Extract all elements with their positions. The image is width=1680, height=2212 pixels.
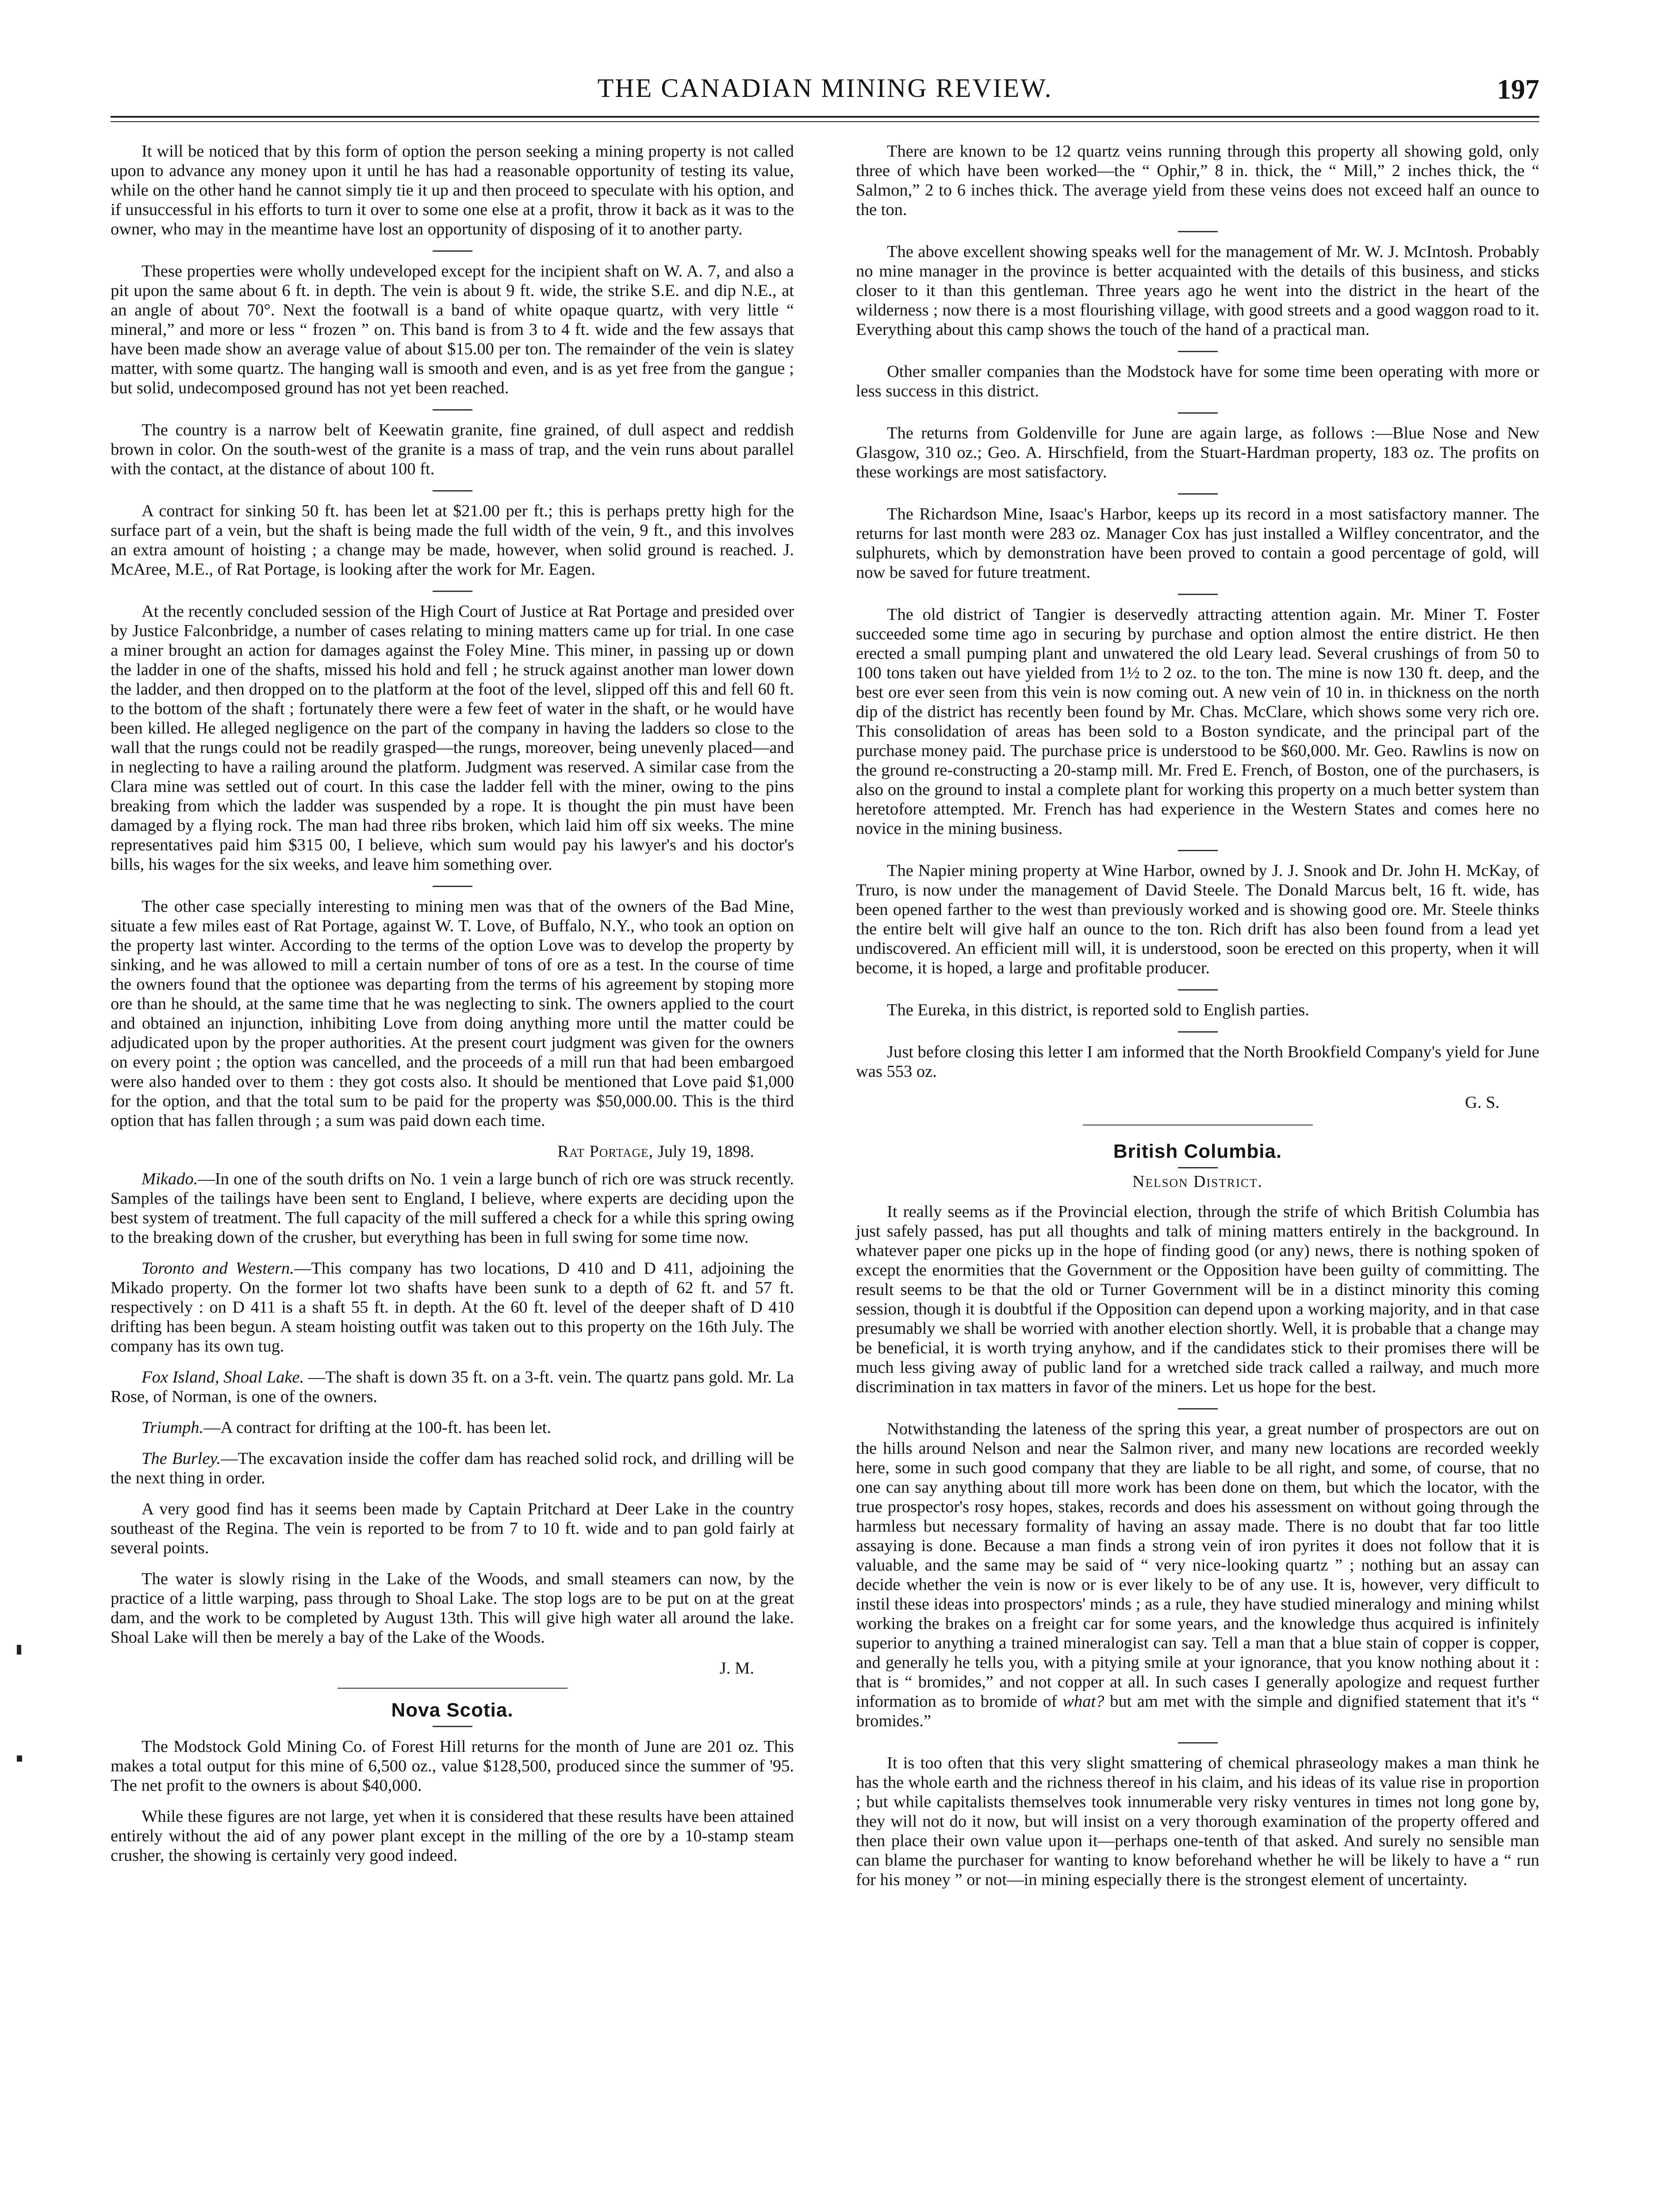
margin-mark <box>17 1755 22 1762</box>
dateline-place: Rat Portage, <box>557 1142 654 1161</box>
dateline-date: July 19, 1898. <box>653 1142 754 1161</box>
margin-mark <box>17 1645 21 1655</box>
publication-title: THE CANADIAN MINING REVIEW. <box>597 73 1053 103</box>
district-subheading: Nelson District. <box>1132 1172 1263 1191</box>
paragraph: Toronto and Western.—This company has two locations, D 410 and D 411, adjoining the Mikado property. On the former lot two shafts have been sunk to a depth of 62 ft. and 57 ft. respectively : on D 411 is a shaft 55 ft. in depth. At the 60 ft. level of the deeper shaft of D 410 drifting has been begun. A steam hoisting outfit was taken out to this property on the 16th July. The company has its own tug. <box>111 1259 794 1356</box>
page-number: 197 <box>1497 73 1539 105</box>
mine-name: The Burley. <box>142 1449 221 1468</box>
paragraph: Triumph.—A contract for drifting at the 100-ft. has been let. <box>142 1418 551 1437</box>
separator <box>1178 850 1218 851</box>
separator <box>1178 1167 1218 1168</box>
separator <box>1178 989 1218 991</box>
paragraph: Other smaller companies than the Modstock have for some time been operating with more or less success in this district. <box>856 362 1539 400</box>
paragraph: It really seems as if the Provincial election, through the strife of which British Columbia has just safely passed, has put all thoughts and talk of mining matters entirely in the background. In whatever paper one picks up in the hope of finding good (or any) news, there is nothing spoken of except the enormities that the Government or the Opposition have been guilty of committing. The result seems to be that the old or Turner Government will be in a distinct minority this coming session, though it is doubtful if the Opposition can depend upon a working majority, and in that case presumably we shall be worried with another election shortly. Well, it is probable that a change may be beneficial, it is worth trying anyhow, and if the candidates stick to their promises there will be much less giving away of public land for a wretched side track called a railway, and much more discrimination in tax matters in favor of the miners. Let us hope for the best. <box>856 1202 1539 1396</box>
separator <box>1178 1408 1218 1409</box>
signature: G. S. <box>1465 1093 1500 1112</box>
paragraph: Just before closing this letter I am informed that the North Brookfield Company's yield for June was 553 oz. <box>856 1043 1539 1081</box>
paragraph: The Eureka, in this district, is reported sold to English parties. <box>887 1001 1309 1019</box>
section-rule <box>338 1688 568 1689</box>
separator <box>1178 493 1218 495</box>
dateline <box>111 1142 754 1161</box>
paragraph: The returns from Goldenville for June are again large, as follows :—Blue Nose and New Glasgow, 310 oz.; Geo. A. Hirschfield, from the Stuart-Hardman property, 183 oz. The profits on these workings are most satisfactory. <box>856 424 1539 481</box>
separator <box>433 490 472 492</box>
paragraph: These properties were wholly undeveloped except for the incipient shaft on W. A. 7, and also a pit upon the same about 6 ft. in depth. The vein is about 9 ft. wide, the strike S.E. and dip N.E., at an angle of about 70°. Next the footwall is a band of white opaque quartz, with very little “ mineral,” and more or less “ frozen ” on. This band is from 3 to 4 ft. wide and the few assays that have been made show an average value of about $15.00 per ton. The remainder of the vein is slatey matter, with some quartz. The hanging wall is smooth and even, and is as yet free from the gangue ; but solid, undecomposed ground has not yet been reached. <box>111 262 794 397</box>
paragraph: Mikado.—In one of the south drifts on No. 1 vein a large bunch of rich ore was struck recently. Samples of the tailings have been sent to England, I believe, where experts are deciding upon the best system of treatment. The full capacity of the mill suffered a check for a while this spring owing to the breaking down of the crusher, but everything has been in full swing for some time now. <box>111 1170 794 1247</box>
paragraph: It is too often that this very slight smattering of chemical phraseology makes a man think he has the whole earth and the richness thereof in his claim, and his ideas of its value rise in proportion ; but while capitalists themselves took innumerable very risky ventures in times not long gone by, they will not do it now, but will insist on a very thorough examination of the property offered and then place their own value upon it—perhaps one-tenth of that asked. And surely no sensible man can blame the purchaser for wanting to know beforehand whether he will be likely to have a “ run for his money ” or not—in mining especially there is the strongest element of uncertainty. <box>856 1754 1539 1889</box>
paragraph: There are known to be 12 quartz veins running through this property all showing gold, only three of which have been worked—the “ Ophir,” 8 in. thick, the “ Mill,” 2 inches thick, the “ Salmon,” 2 to 6 inches thick. The average yield from these veins does not exceed half an ounce to the ton. <box>856 142 1539 219</box>
signature: J. M. <box>719 1659 754 1678</box>
separator <box>433 591 472 592</box>
separator <box>433 250 472 252</box>
paragraph: Notwithstanding the lateness of the spring this year, a great number of prospectors are out on the hills around Nelson and near the Salmon river, and many new locations are recorded weekly here, some in such good company that they are liable to be all right, and some, of course, that no one can say anything about till more work has been done on them, but which the locator, with the true prospector's rosy hopes, stakes, records and does his assessment on without going through the harmless but necessary formality of having an assay made. There is no doubt that far too little assaying is done. Because a man finds a strong vein of iron pyrites it does not follow that it is valuable, and the same may be said of “ very nice-looking quartz ” ; nothing but an assay can decide whether the vein is now or is ever likely to be of any use. It is, however, very difficult to instil these ideas into prospectors' minds ; as a rule, they have studied mineralogy and mining whilst working the brakes on a freight car for some years, and the knowledge thus acquired is infinitely superior to anything a trained mineralogist can say. Tell a man that a blue stain of copper is copper, and generally he tells you, with a pitying smile at your ignorance, that you know nothing about it : that is “ bromides,” and not copper at all. In such cases I generally apologize and request further information as to bromide of what? but am met with the simple and dignified statement that it's “ bromides.” <box>856 1420 1540 1730</box>
separator <box>1178 351 1218 352</box>
separator <box>433 886 472 887</box>
paragraph: The Modstock Gold Mining Co. of Forest Hill returns for the month of June are 201 oz. This makes a total output for this mine of 6,500 oz., value $128,500, produced since the summer of '95. The net profit to the owners is about $40,000. <box>111 1737 794 1795</box>
paragraph: Fox Island, Shoal Lake. —The shaft is down 35 ft. on a 3-ft. vein. The quartz pans gold. Mr. La Rose, of Norman, is one of the owners. <box>111 1368 794 1406</box>
paragraph: It will be noticed that by this form of option the person seeking a mining property is not called upon to advance any money upon it until he has had a reasonable opportunity of testing its value, while on the other hand he cannot simply tie it up and then proceed to speculate with his option, and if unsuccessful in his efforts to turn it over to some one else at a profit, throw it back as it was to the owner, who may in the meantime have lost an opportunity of disposing of it to another party. <box>111 142 794 238</box>
separator <box>433 409 472 411</box>
separator <box>1178 594 1218 595</box>
paragraph: A very good find has it seems been made by Captain Pritchard at Deer Lake in the country southeast of the Regina. The vein is reported to be from 7 to 10 ft. wide and to pan gold fairly at several points. <box>111 1500 794 1557</box>
separator <box>1178 412 1218 414</box>
separator <box>1178 1742 1218 1743</box>
paragraph: The Richardson Mine, Isaac's Harbor, keeps up its record in a most satisfactory manner. The returns for last month were 283 oz. Manager Cox has just installed a Wilfley concentrator, and the sulphurets, which by demonstration have been proved to contain a good percentage of gold, will now be saved for future treatment. <box>856 505 1539 582</box>
separator <box>433 1726 472 1727</box>
header-rule-thin <box>111 121 1539 122</box>
separator <box>1178 231 1218 232</box>
mine-name: Fox Island, Shoal Lake. <box>142 1368 304 1386</box>
mine-name: Toronto and Western. <box>142 1259 294 1278</box>
paragraph: The country is a narrow belt of Keewatin granite, fine grained, of dull aspect and reddish brown in color. On the south-west of the granite is a mass of trap, and the vein runs about parallel with the contact, at the distance of about 100 ft. <box>111 421 794 478</box>
mine-name: Triumph. <box>142 1418 204 1437</box>
masthead <box>111 69 1539 108</box>
paragraph: The above excellent showing speaks well for the management of Mr. W. J. McIntosh. Probably no mine manager in the province is better acquainted with the details of this business, and sticks closer to it than this gentleman. Three years ago he went into the district in the heart of the wilderness ; now there is a most flourishing village, with good streets and a good waggon road to it. Everything about this camp shows the touch of the hand of a practical man. <box>856 242 1539 339</box>
paragraph: A contract for sinking 50 ft. has been let at $21.00 per ft.; this is perhaps pretty high for the surface part of a vein, but the shaft is being made the full width of the vein, 9 ft., and this involves an extra amount of hoisting ; a change may be made, however, when solid ground is reached. J. McAree, M.E., of Rat Portage, is looking after the work for Mr. Eagen. <box>111 502 794 579</box>
paragraph: The Burley.—The excavation inside the coffer dam has reached solid rock, and drilling will be the next thing in order. <box>111 1449 794 1487</box>
mine-name: Mikado. <box>142 1170 198 1188</box>
section-heading-nova-scotia: Nova Scotia. <box>391 1699 514 1721</box>
separator <box>1178 1031 1218 1033</box>
section-heading-british-columbia: British Columbia. <box>1113 1141 1282 1162</box>
paragraph: The other case specially interesting to mining men was that of the owners of the Bad Mine, situate a few miles east of Rat Portage, against W. T. Love, of Buffalo, N.Y., who took an option on the property last winter. According to the terms of the option Love was to develop the property by sinking, and he was allowed to mill a certain number of tons of ore as a test. In the course of time the owners found that the optionee was departing from the terms of his agreement by stoping more ore than he should, at the same time that he was neglecting to sink. The owners applied to the court and obtained an injunction, inhibiting Love from doing anything more until the matter could be adjudicated upon by the proper authorities. At the present court judgment was given for the owners on every point ; the option was cancelled, and the proceeds of a mill run that had been embargoed were also handed over to them : they got costs also. It should be mentioned that Love paid $1,000 for the option, and that the total sum to be paid for the property was $50,000.00. This is the third option that has fallen through ; a sum was paid down each time. <box>111 897 794 1130</box>
paragraph: At the recently concluded session of the High Court of Justice at Rat Portage and presided over by Justice Falconbridge, a number of cases relating to mining matters came up for trial. In one case a miner brought an action for damages against the Foley Mine. This miner, in passing up or down the ladder in one of the shafts, missed his hold and fell ; he struck against another man lower down the ladder, and then dropped on to the platform at the foot of the level, slipped off this and fell 60 ft. to the bottom of the shaft ; fortunately there were a few feet of water in the shaft, or he would have been killed. He alleged negligence on the part of the company in having the ladders so close to the wall that the rungs could not be readily grasped—the rungs, moreover, being unevenly placed—and in neglecting to have a railing around the platform. Judgment was reserved. A similar case from the Clara mine was settled out of court. In this case the ladder fell with the miner, owing to the pins breaking from which the ladder was suspended by a rope. It is thought the pin must have been damaged by a flying rock. The man had three ribs broken, which laid him off six weeks. The mine representatives paid him $315 00, I believe, which sum would pay his lawyer's and his doctor's bills, his wages for the six weeks, and leave him something over. <box>111 602 794 874</box>
right-column <box>856 142 1539 1901</box>
paragraph: While these figures are not large, yet when it is considered that these results have been attained entirely without the aid of any power plant except in the milling of the ore by a 10-stamp steam crusher, the showing is certainly very good indeed. <box>111 1807 794 1865</box>
left-column <box>111 142 794 1877</box>
paragraph: The Napier mining property at Wine Harbor, owned by J. J. Snook and Dr. John H. McKay, of Truro, is now under the management of David Steele. The Donald Marcus belt, 16 ft. wide, has been opened farther to the west than previously worked and is showing good ore. Mr. Steele thinks the entire belt will give half an ounce to the ton. Rich drift has also been found from a lead yet undiscovered. An efficient mill will, it is understood, soon be erected on this property, when it will become, it is hoped, a large and profitable producer. <box>856 861 1539 977</box>
paragraph: The old district of Tangier is deservedly attracting attention again. Mr. Miner T. Foster succeeded some time ago in securing by purchase and option almost the entire district. He then erected a small pumping plant and unwatered the old Leary lead. Several crushings of from 50 to 100 tons taken out have yielded from 1½ to 2 oz. to the ton. The mine is now 130 ft. deep, and the best ore ever seen from this vein is now coming out. A new vein of 10 in. in thickness on the north dip of the district has recently been found by Mr. Chas. McClare, which shows some very rich ore. This consolidation of areas has been sold to a Boston syndicate, and the principal part of the purchase money paid. The purchase price is understood to be $60,000. Mr. Geo. Rawlins is now on the ground re-constructing a 20-stamp mill. Mr. Fred E. French, of Boston, one of the purchasers, is also on the ground to instal a complete plant for working this property on a much better system than heretofore attempted. Mr. French has had experience in the Western States and comes here no novice in the mining business. <box>856 605 1539 838</box>
header-rule-thick <box>111 116 1539 118</box>
paragraph: The water is slowly rising in the Lake of the Woods, and small steamers can now, by the practice of a little warping, pass through to Shoal Lake. The stop logs are to be put on at the great dam, and the work to be completed by August 13th. This will give high water all around the lake. Shoal Lake will then be merely a bay of the Lake of the Woods. <box>111 1570 794 1647</box>
